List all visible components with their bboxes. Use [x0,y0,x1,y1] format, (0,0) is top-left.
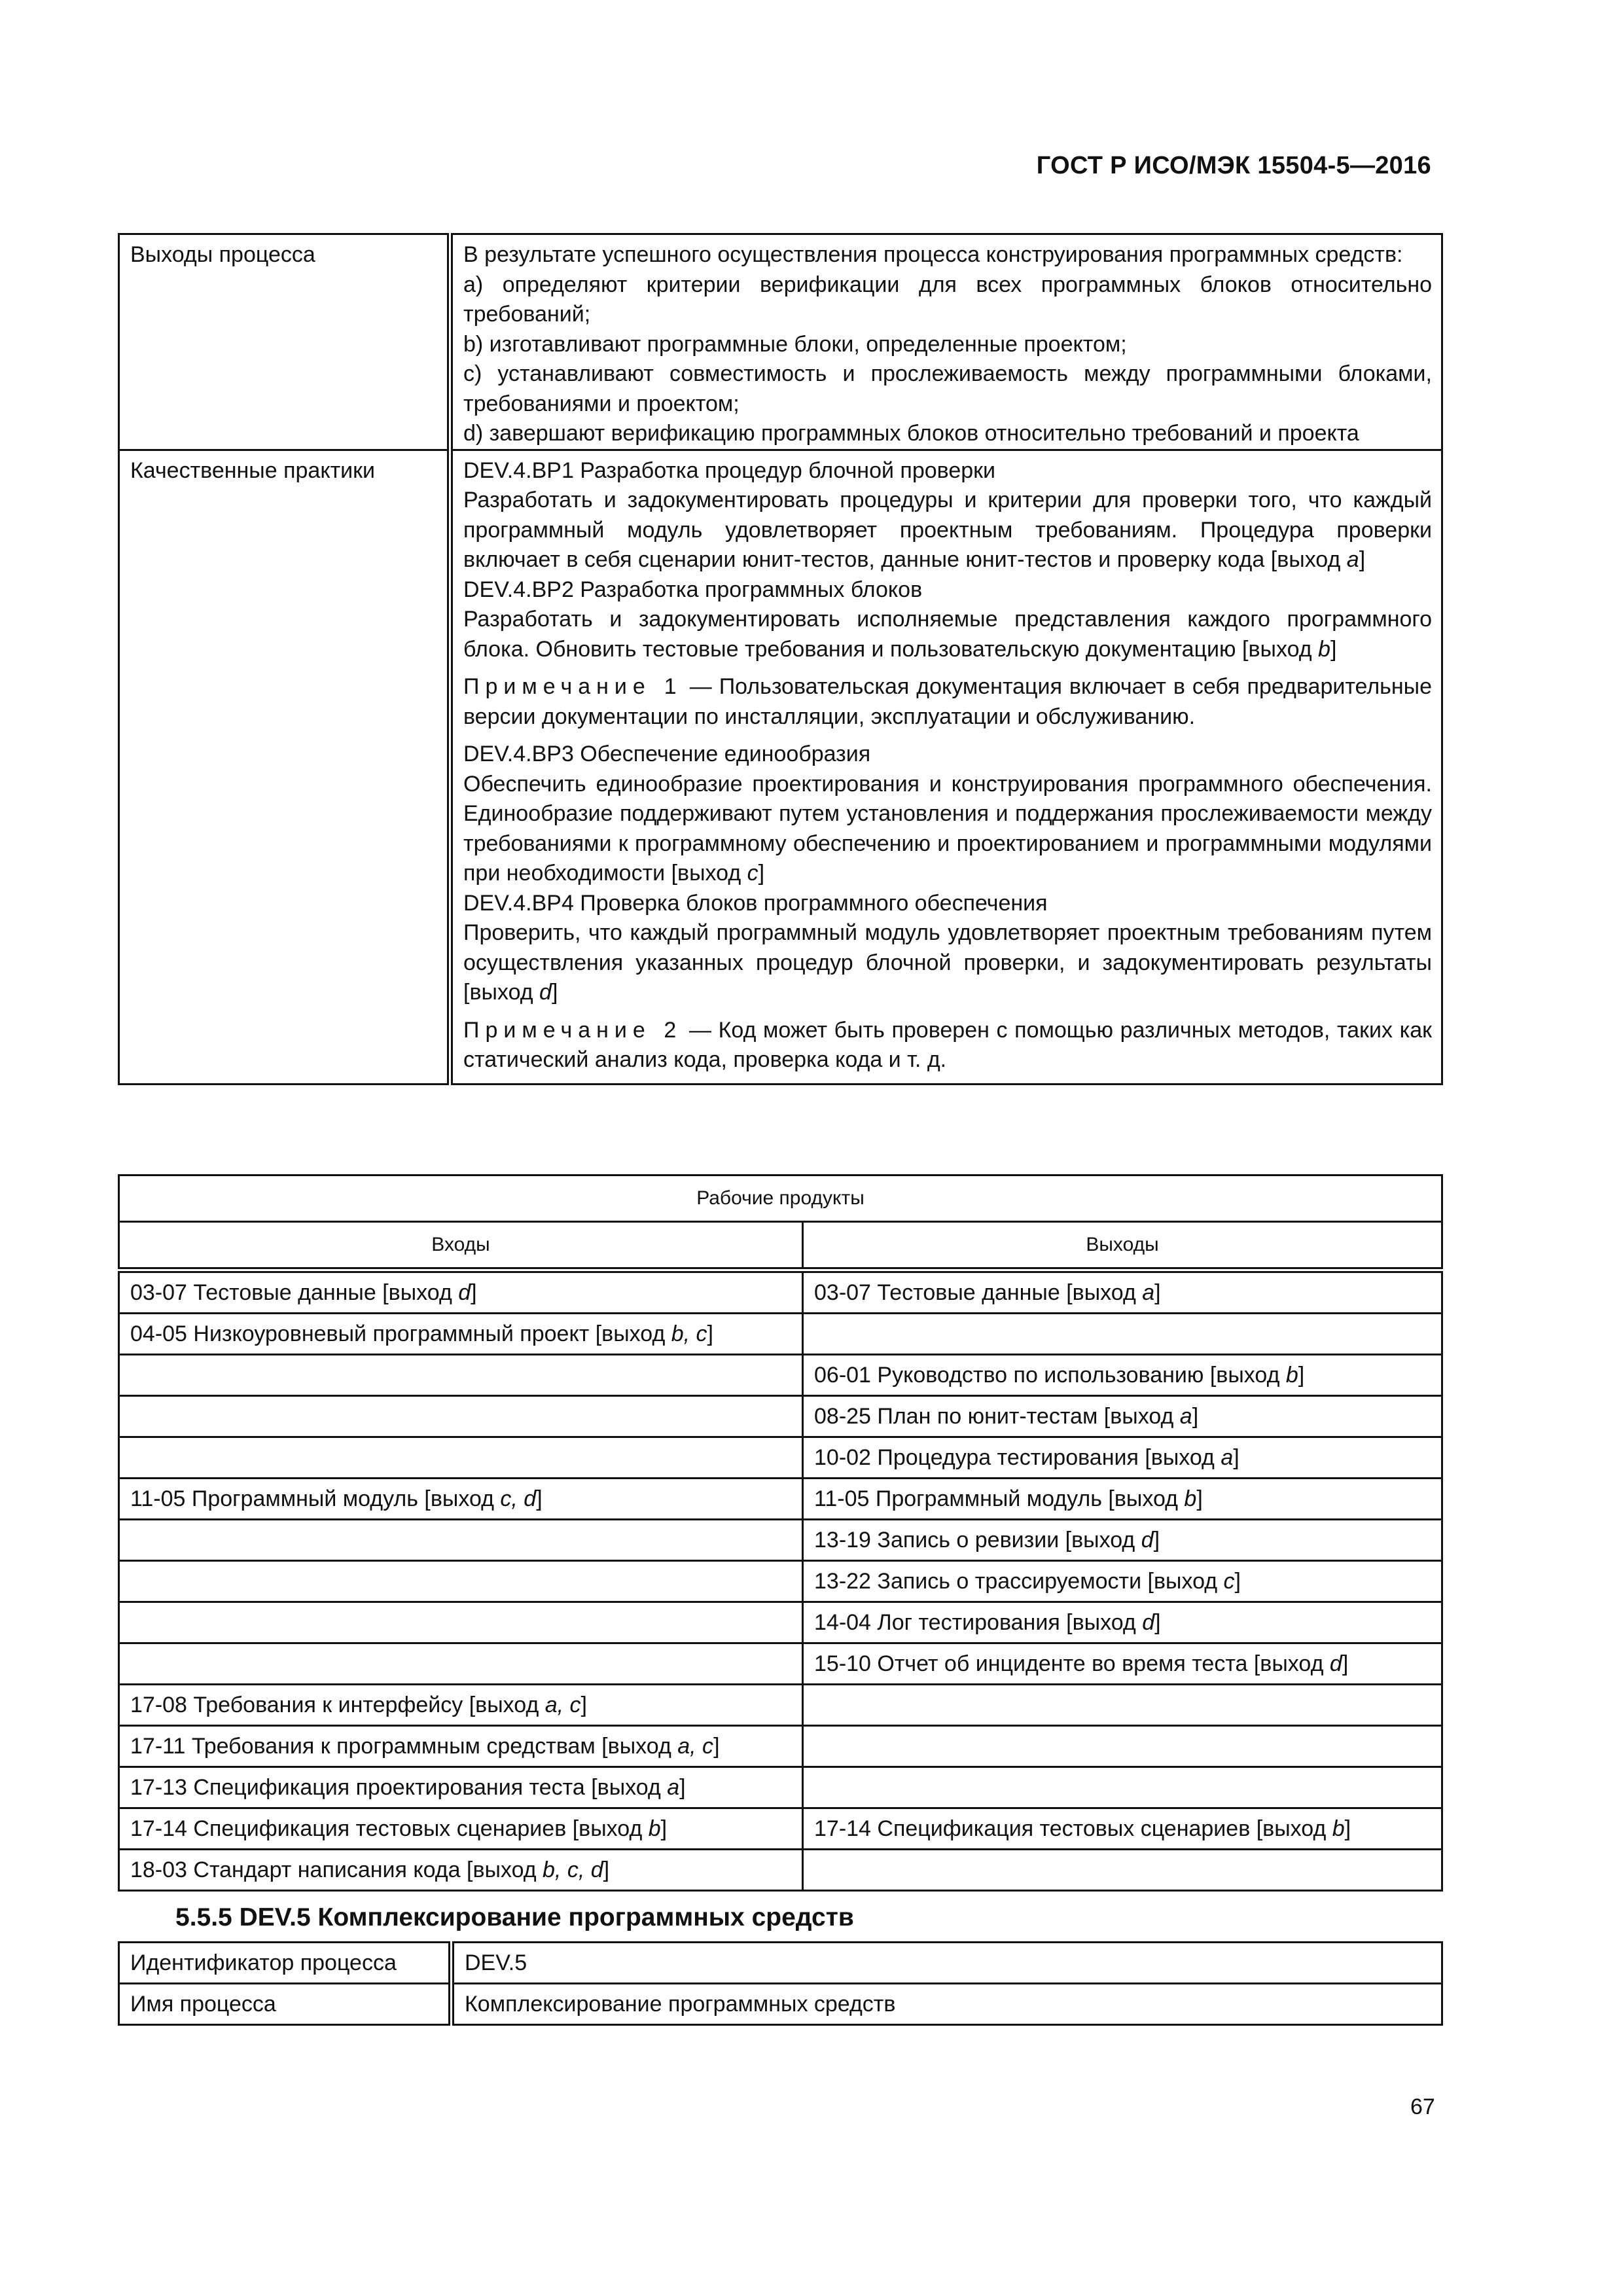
document-standard-header: ГОСТ Р ИСО/МЭК 15504-5—2016 [1036,152,1431,179]
outputs-line: d) завершают верификацию программных блоков относительно требований и проекта [463,421,1359,446]
input-cell-text: 18-03 Стандарт написания кода [выход [130,1857,543,1882]
output-cell [803,1850,1442,1891]
dev5-id-label: Идентификатор процесса [119,1943,452,1984]
input-cell-ref: a, c [544,1692,581,1717]
output-cell-close: ] [1298,1362,1305,1388]
practices-row [119,450,1442,1084]
outputs-line: c) устанавливают совместимость и прослеживаемость между программными блоками, требованиями и проектом; [463,361,1432,416]
process-attributes-table [118,233,1443,1085]
output-cell-ref: b [1285,1362,1298,1388]
input-cell [119,1479,803,1520]
output-cell-ref: a [1179,1403,1192,1429]
output-cell [803,1602,1442,1643]
output-cell-close: ] [1154,1280,1161,1305]
table-row [119,1561,1442,1602]
dev5-id-row [119,1943,1442,1984]
inputs-header: Входы [119,1222,803,1270]
table-row [119,1726,1442,1767]
note-2-label: Примечание 2 [463,1017,683,1043]
output-cell-close: ] [1342,1651,1349,1676]
work-products-title: Рабочие продукты [119,1175,1442,1222]
output-cell [803,1726,1442,1767]
bp4-title: DEV.4.BP4 Проверка блоков программного обеспечения [463,890,1048,916]
bp3-close: ] [758,861,765,886]
output-cell-text: 08-25 План по юнит-тестам [выход [814,1403,1180,1429]
output-cell [803,1314,1442,1355]
output-cell-close: ] [1192,1403,1199,1429]
bp4-ref: d [539,980,552,1005]
work-products-body [119,1270,1442,1891]
note-1-label: Примечание 1 [463,674,683,699]
output-cell-close: ] [1233,1444,1240,1470]
input-cell-ref: a, c [677,1733,714,1759]
outputs-line: a) определяют критерии верификации для всех программных блоков относительно требований; [463,272,1432,327]
output-cell-ref: b [1184,1486,1197,1511]
section-heading: 5.5.5 DEV.5 Комплексирование программных средств [175,1903,854,1931]
table-row [119,1520,1442,1561]
input-cell-close: ] [603,1857,610,1882]
input-cell [119,1396,803,1437]
input-cell [119,1437,803,1479]
table-row [119,1437,1442,1479]
output-cell-close: ] [1234,1568,1241,1594]
input-cell-text: 17-14 Спецификация тестовых сценариев [выход [130,1816,649,1841]
input-cell-text: 17-13 Спецификация проектирования теста [выход [130,1774,668,1800]
output-cell-text: 13-22 Запись о трассируемости [выход [814,1568,1224,1594]
output-cell-text: 06-01 Руководство по использованию [выход [814,1362,1286,1388]
input-cell [119,1726,803,1767]
output-cell [803,1355,1442,1396]
outputs-cell [450,234,1442,450]
note-1 [463,672,1432,732]
input-cell [119,1520,803,1561]
dev5-name-label: Имя процесса [119,1984,452,2025]
practices-cell [450,450,1442,1084]
table-row [119,1355,1442,1396]
output-cell [803,1396,1442,1437]
note-2 [463,1016,1432,1075]
output-cell-text: 10-02 Процедура тестирования [выход [814,1444,1221,1470]
input-cell-close: ] [580,1692,587,1717]
output-cell-close: ] [1196,1486,1203,1511]
input-cell-ref: b [648,1816,661,1841]
input-cell-text: 04-05 Низкоуровневый программный проект [выход [130,1321,671,1346]
outputs-line: В результате успешного осуществления процесса конструирования программных средств: [463,242,1403,267]
dev5-id-value: DEV.5 [452,1943,1442,1984]
bp4-close: ] [551,980,558,1005]
bp2-text [463,605,1432,664]
table-row [119,1643,1442,1685]
output-cell-close: ] [1153,1527,1160,1552]
input-cell-text: 11-05 Программный модуль [выход [130,1486,501,1511]
input-cell-close: ] [713,1733,720,1759]
bp1-title: DEV.4.BP1 Разработка процедур блочной проверки [463,457,996,483]
bp2-close: ] [1330,636,1337,662]
output-cell-text: 03-07 Тестовые данные [выход [814,1280,1143,1305]
dev5-name-row [119,1984,1442,2025]
input-cell-ref: d [458,1280,471,1305]
outputs-row [119,234,1442,450]
table-row [119,1479,1442,1520]
output-cell [803,1520,1442,1561]
bp3-ref: c [747,861,758,886]
table-row [119,1270,1442,1314]
input-cell [119,1808,803,1850]
table-row [119,1767,1442,1808]
table-row [119,1396,1442,1437]
table-row [119,1850,1442,1891]
bp1-ref: a [1346,547,1359,572]
practices-label: Качественные практики [119,450,450,1084]
output-cell-ref: d [1142,1609,1155,1635]
dev5-name-value: Комплексирование программных средств [452,1984,1442,2025]
input-cell-close: ] [707,1321,713,1346]
bp3-title: DEV.4.BP3 Обеспечение единообразия [463,742,871,766]
bp4-text [463,918,1432,1008]
output-cell-ref: a [1142,1280,1155,1305]
bp3-text [463,770,1432,889]
input-cell [119,1685,803,1726]
input-cell [119,1643,803,1685]
input-cell [119,1602,803,1643]
output-cell-close: ] [1344,1816,1351,1841]
outputs-label: Выходы процесса [119,234,450,450]
input-cell [119,1355,803,1396]
bp2-ref: b [1318,636,1330,662]
input-cell-ref: b, c, d [543,1857,603,1882]
outputs-line: b) изготавливают программные блоки, определенные проектом; [463,331,1127,357]
table-row [119,1314,1442,1355]
input-cell-close: ] [679,1774,686,1800]
output-cell [803,1767,1442,1808]
input-cell-ref: b, c [671,1321,707,1346]
input-cell-text: 17-08 Требования к интерфейсу [выход [130,1692,545,1717]
output-cell-text: 15-10 Отчет об инциденте во время теста [выход [814,1651,1330,1676]
input-cell-text: 03-07 Тестовые данные [выход [130,1280,459,1305]
note-2-text: — Код может быть проверен с помощью различных методов, таких как статический анализ кода, проверка кода и т. д. [463,1017,1432,1072]
table-row [119,1602,1442,1643]
bp2-title: DEV.4.BP2 Разработка программных блоков [463,577,923,602]
output-cell [803,1643,1442,1685]
work-products-header-row [119,1222,1442,1270]
input-cell [119,1850,803,1891]
input-cell [119,1270,803,1314]
input-cell-ref: c, d [500,1486,537,1511]
input-cell-ref: a [667,1774,680,1800]
input-cell-close: ] [536,1486,543,1511]
output-cell-text: 13-19 Запись о ревизии [выход [814,1527,1141,1552]
output-cell-ref: b [1332,1816,1345,1841]
bp1-text [463,486,1432,575]
dev5-table [118,1941,1443,2026]
note-1-text: — Пользовательская документация включает в себя предварительные версии документации по инсталляции, эксплуатации и обслуживанию. [463,674,1432,729]
input-cell [119,1561,803,1602]
input-cell-text: 17-11 Требования к программным средствам [выход [130,1733,678,1759]
bp1-close: ] [1359,547,1366,572]
table-row [119,1808,1442,1850]
page-number: 67 [1410,2094,1435,2119]
input-cell [119,1314,803,1355]
output-cell [803,1437,1442,1479]
output-cell-close: ] [1154,1609,1161,1635]
output-cell-text: 11-05 Программный модуль [выход [814,1486,1185,1511]
output-cell [803,1479,1442,1520]
output-cell-ref: c [1223,1568,1235,1594]
output-cell-ref: a [1221,1444,1234,1470]
input-cell-close: ] [660,1816,668,1841]
bp4-body: Проверить, что каждый программный модуль удовлетворяет проектным требованиям путем осуществления указанных процедур блочной проверки, и задокументировать результаты [выход [463,920,1432,1005]
output-cell-text: 17-14 Спецификация тестовых сценариев [выход [814,1816,1332,1841]
table-row [119,1685,1442,1726]
output-cell-text: 14-04 Лог тестирования [выход [814,1609,1143,1635]
output-cell [803,1808,1442,1850]
bp1-body: Разработать и задокументировать процедуры и критерии для проверки того, что каждый программный модуль удовлетворяет проектным требованиям. Процедура проверки включает в себя сценарии юнит-тестов, данные юнит-тестов и проверку кода [выход [463,488,1432,572]
input-cell [119,1767,803,1808]
bp3-body: Обеспечить единообразие проектирования и конструирования программного обеспечения. Единообразие поддерживают путем установления и поддержания прослеживаемости между требованиями к программному обеспечению и проектированием и программными модулями при необходимости [выход [463,771,1432,886]
outputs-header: Выходы [803,1222,1442,1270]
output-cell [803,1685,1442,1726]
input-cell-close: ] [471,1280,477,1305]
work-products-table [118,1174,1443,1892]
output-cell [803,1561,1442,1602]
work-products-title-row [119,1175,1442,1222]
output-cell [803,1270,1442,1314]
bp2-body: Разработать и задокументировать исполняемые представления каждого программного блока. Обновить тестовые требования и пользовательскую документацию [выход [463,607,1432,662]
output-cell-ref: d [1141,1527,1154,1552]
output-cell-ref: d [1329,1651,1342,1676]
